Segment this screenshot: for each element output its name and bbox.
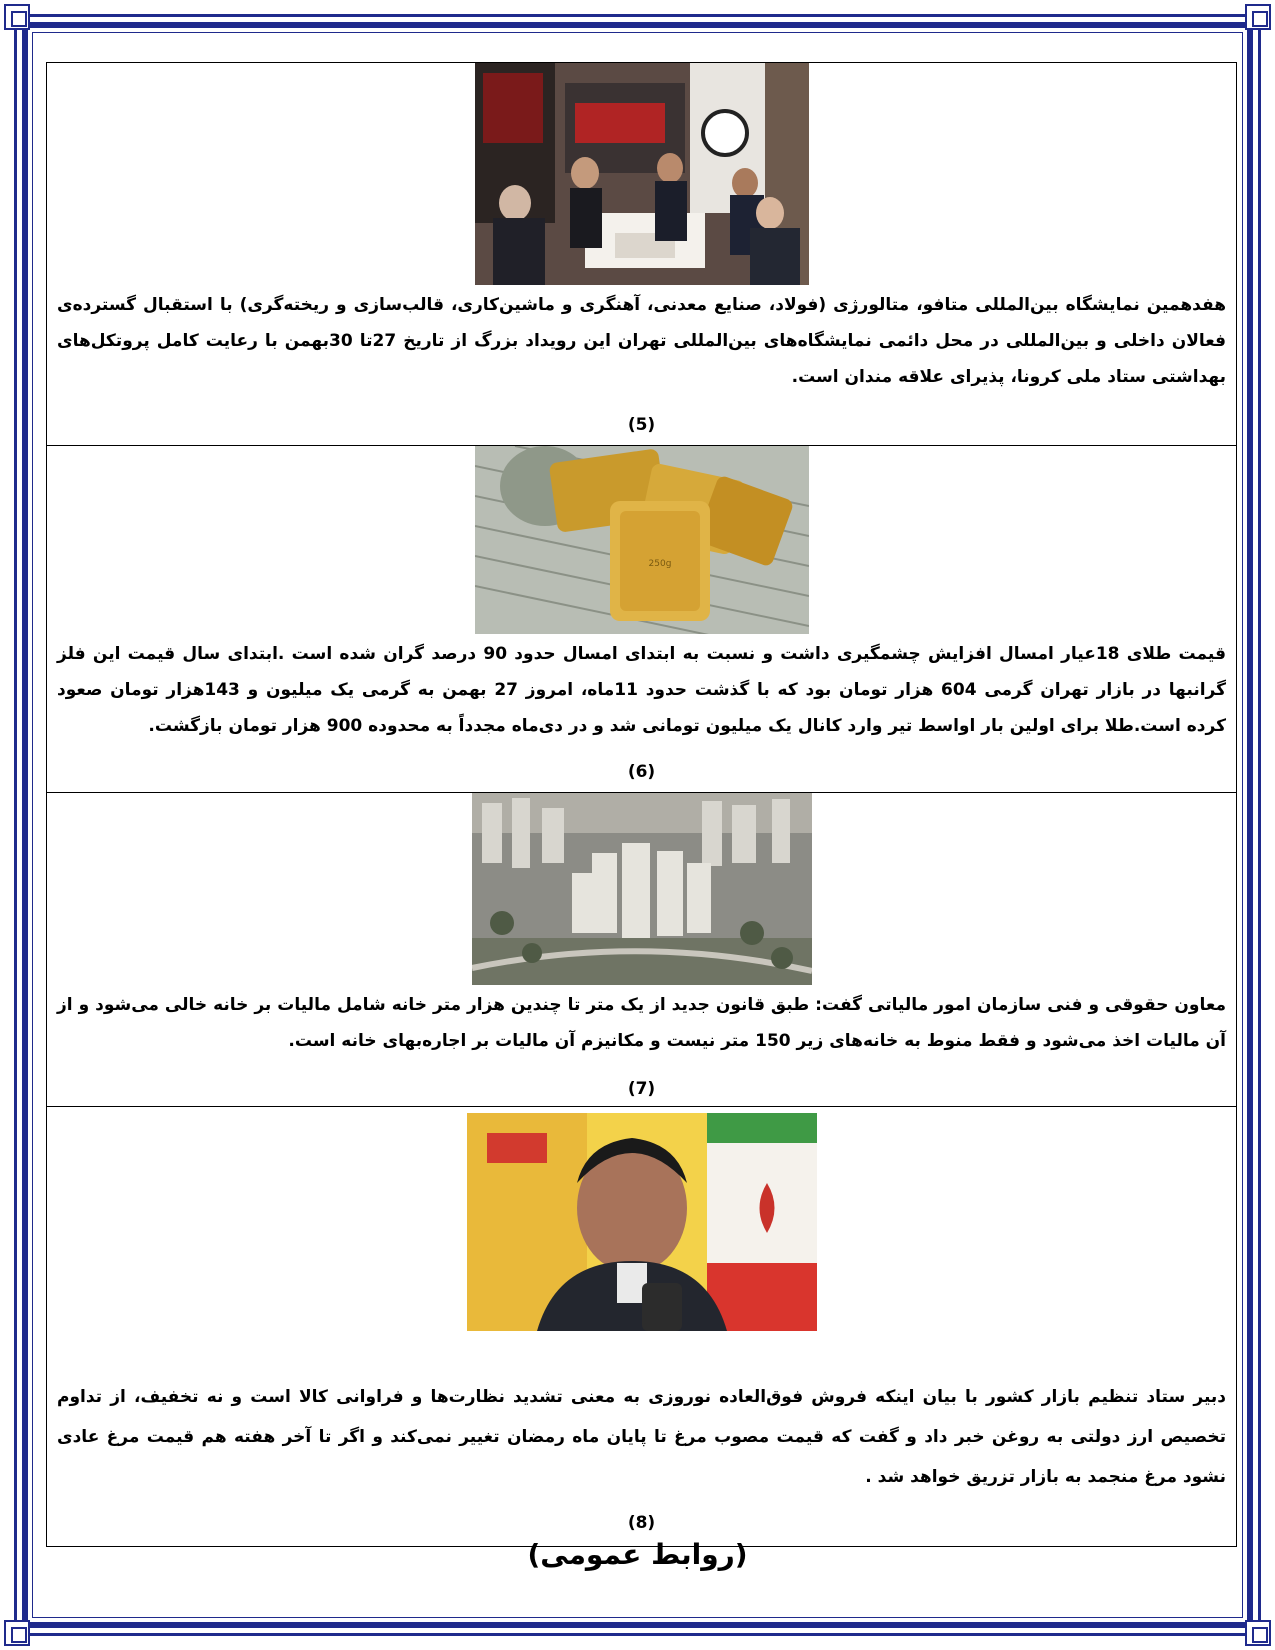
svg-text:250g: 250g — [648, 559, 671, 569]
corner-ornament-top-left — [4, 4, 30, 30]
news-item — [47, 1107, 1236, 1546]
item-number: (5) — [627, 415, 656, 435]
news-item — [47, 63, 1236, 446]
gold-bars-photo — [475, 446, 809, 634]
news-table — [46, 62, 1237, 1547]
news-caption: معاون حقوقی و فنی سازمان امور مالیاتی گفت: طبق قانون جدید از یک متر تا چندین هزار متر خانه شامل مالیات بر خانه خالی می‌شود و از آن مالیات اخذ می‌شود و فقط منوط به خانه‌های زیر 150 متر نیست و مکانیزم آن مالیات بر اجاره‌بهای خانه است. — [57, 995, 1226, 1051]
corner-ornament-bottom-left — [4, 1620, 30, 1646]
official-portrait-photo — [467, 1113, 817, 1331]
page-footer: (روابط عمومی) — [527, 1538, 748, 1571]
news-caption: قیمت طلای 18عیار امسال افزایش چشمگیری داشت و نسبت به ابتدای امسال حدود 90 درصد گران شده است .ابتدای سال قیمت این فلز گرانبها در بازار تهران گرمی 604 هزار تومان بود که با گذشت حدود 11ماه، امروز 27 بهمن به گرمی یک میلیون و 143هزار تومان صعود کرده است.طلا برای اولین بار اواسط تیر وارد کانال یک میلیون تومانی شد و در دی‌ماه مجدداً به محدوده 900 هزار تومان بازگشت. — [57, 644, 1226, 736]
news-item — [47, 793, 1236, 1107]
item-number: (8) — [627, 1513, 656, 1533]
city-aerial-photo — [472, 793, 812, 985]
corner-ornament-top-right — [1245, 4, 1271, 30]
news-caption: دبیر ستاد تنظیم بازار کشور با بیان اینکه فروش فوق‌العاده نوروزی به معنی تشدید نظارت‌ها و فراوانی کالا است و نه تخفیف، از تداوم تخصیص ارز دولتی به روغن خبر داد و گفت که قیمت مصوب مرغ تا پایان ماه رمضان تغییر نمی‌کند و اگر تا آخر هفته هم قیمت مرغ عادی نشود مرغ منجمد به بازار تزریق خواهد شد . — [57, 1387, 1226, 1487]
item-number: (7) — [627, 1079, 656, 1099]
corner-ornament-bottom-right — [1245, 1620, 1271, 1646]
exhibition-photo — [475, 63, 809, 285]
news-caption: هفدهمین نمایشگاه بین‌المللی متافو، متالورژی (فولاد، صنایع معدنی، آهنگری و ماشین‌کاری، قالب‌سازی و ریخته‌گری) با استقبال گسترده‌ی فعالان داخلی و بین‌المللی در محل دائمی نمایشگاه‌های بین‌المللی تهران این رویداد بزرگ از تاریخ 27تا 30بهمن با رعایت کامل پروتکل‌های بهداشتی ستاد ملی کرونا، پذیرای علاقه مندان است. — [57, 295, 1227, 387]
item-number: (6) — [627, 762, 656, 782]
news-item — [47, 446, 1236, 793]
